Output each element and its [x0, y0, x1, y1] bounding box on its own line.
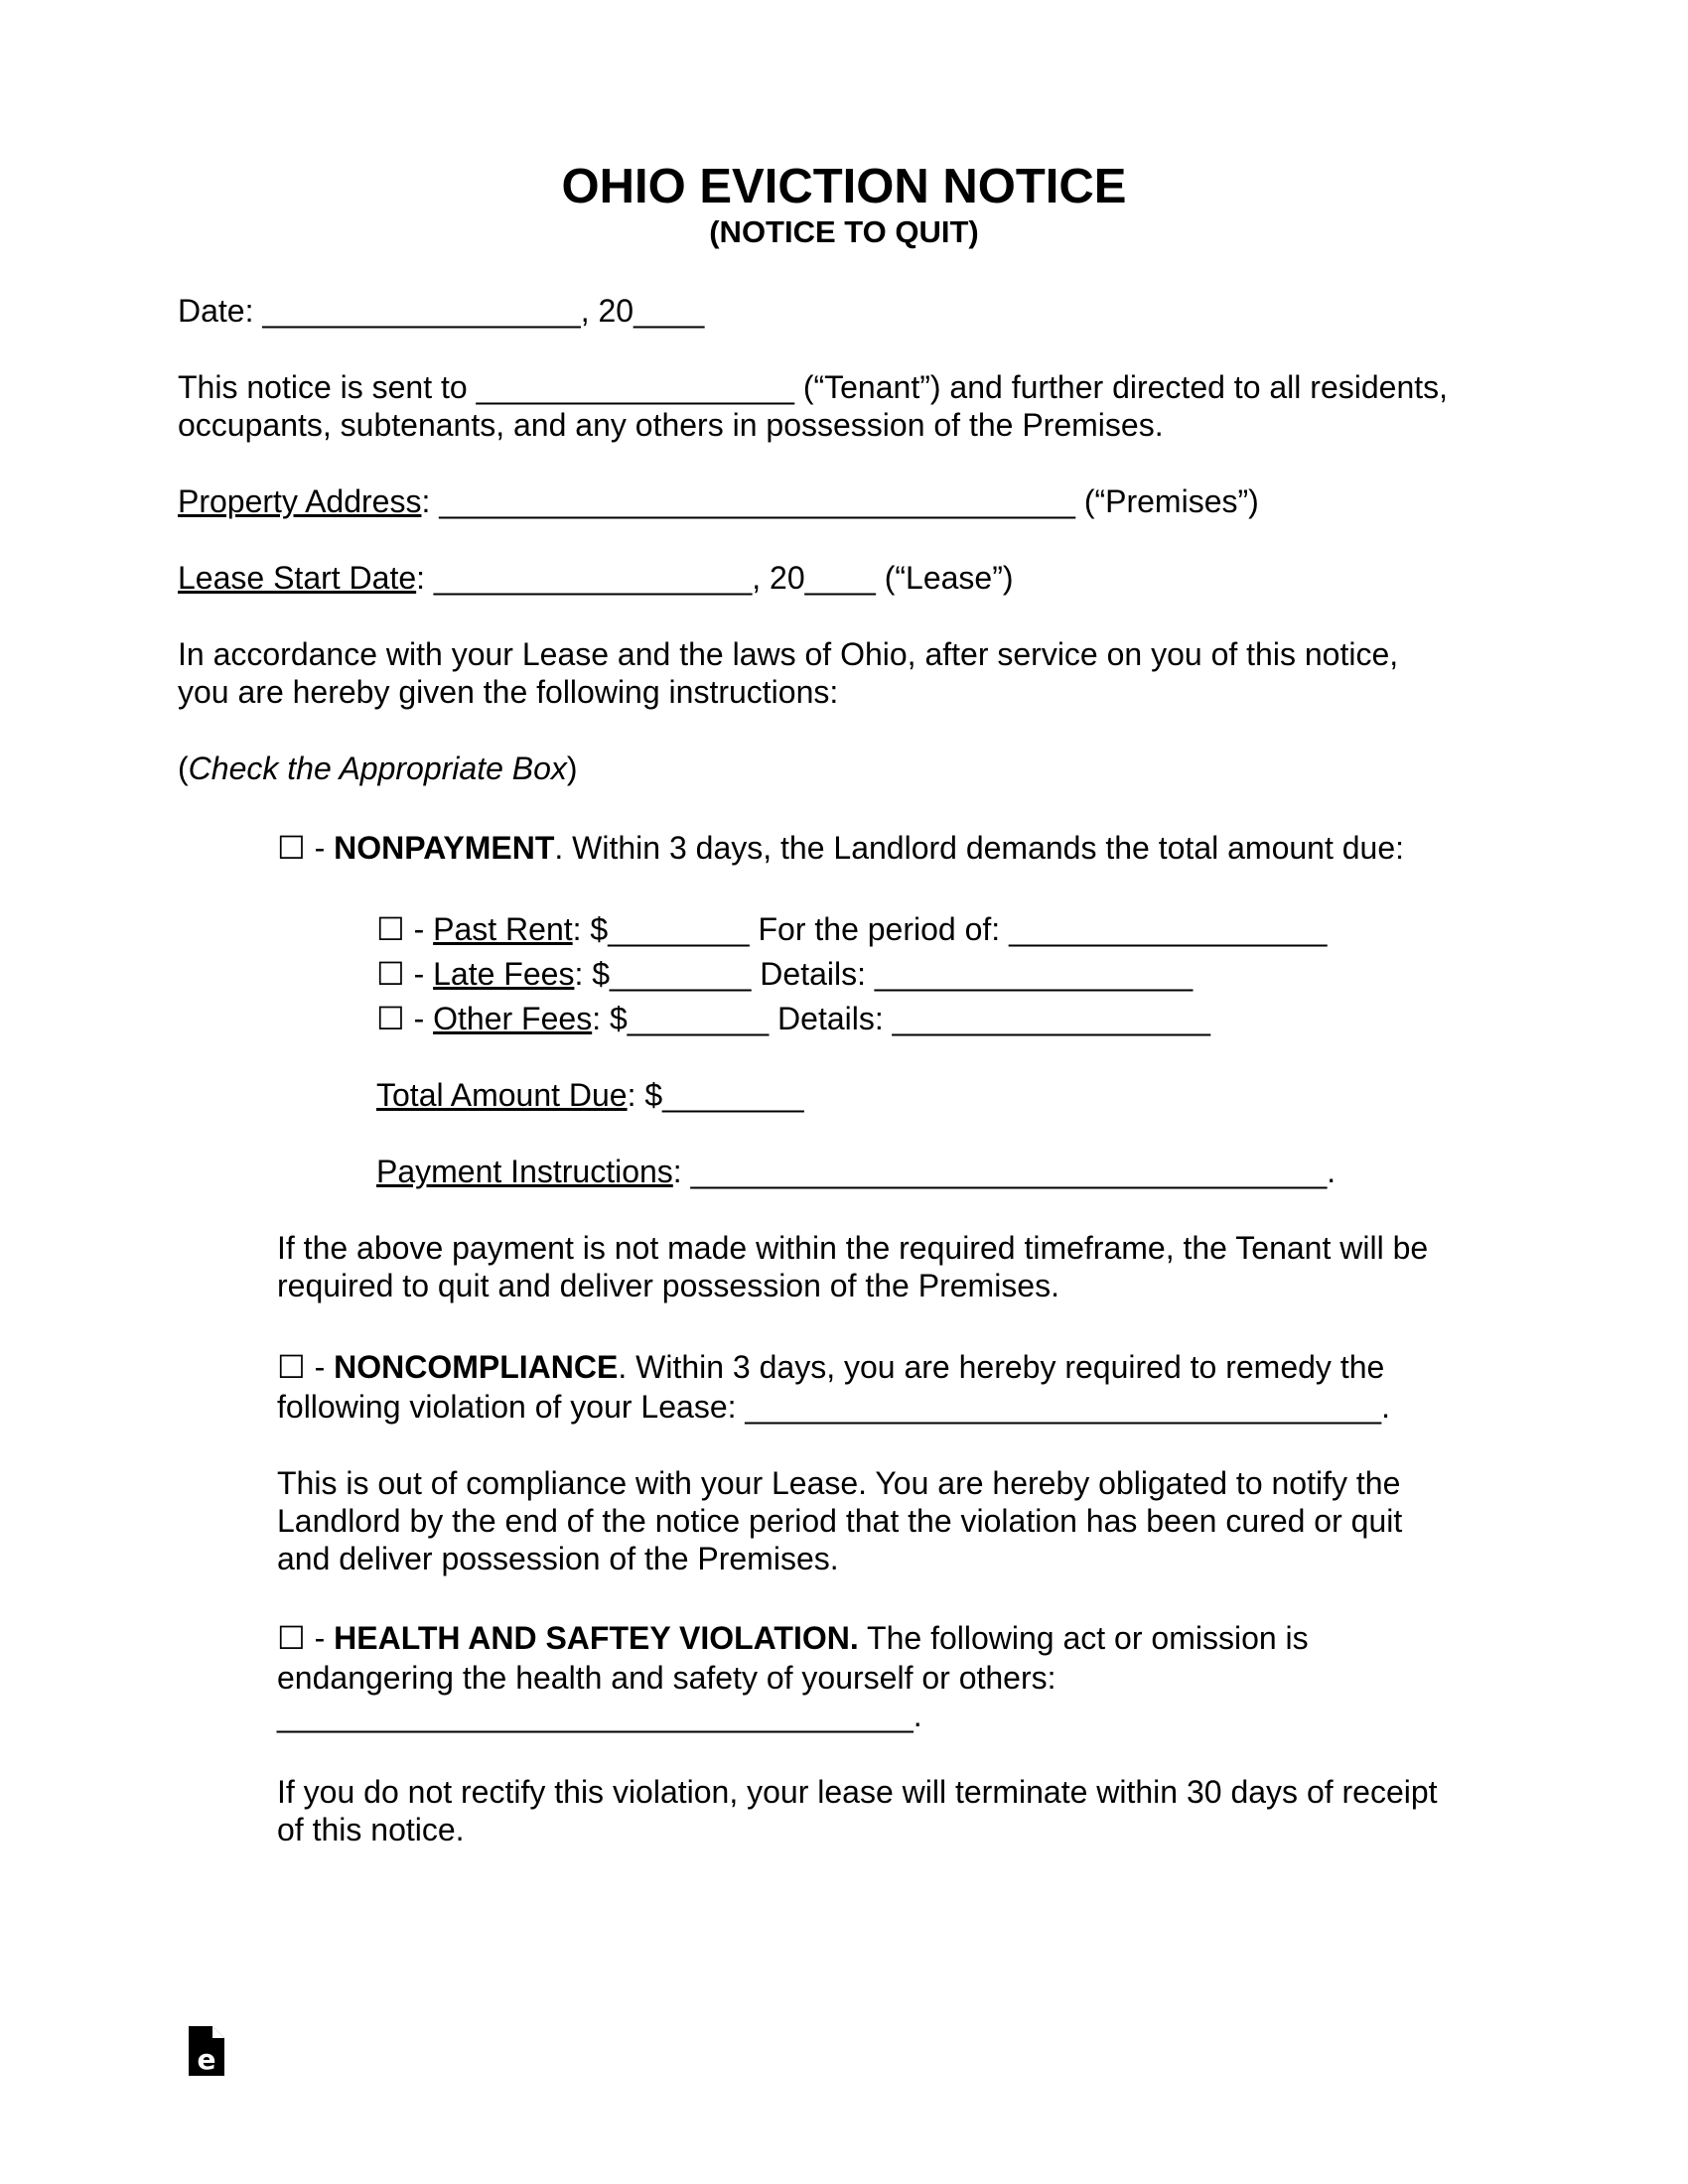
intro-line-2: occupants, subtenants, and any others in possession of the Premises. — [178, 407, 1164, 443]
health-safety-text-2: endangering the health and safety of yourself or others: — [277, 1660, 1056, 1696]
late-fees-line — [376, 955, 1193, 993]
past-rent-label: Past Rent — [433, 911, 573, 947]
check-instruction: (Check the Appropriate Box) — [178, 751, 578, 786]
noncompliance-text: . Within 3 days, you are hereby required to remedy the — [618, 1349, 1385, 1385]
health-safety-terminate-2: of this notice. — [277, 1812, 465, 1847]
nonpayment-text: . Within 3 days, the Landlord demands the total amount due: — [554, 830, 1405, 866]
other-fees-blank: : $________ Details: __________________ — [592, 1001, 1210, 1036]
late-fees-checkbox[interactable]: ☐ - — [376, 956, 434, 992]
eforms-logo-icon — [187, 2025, 226, 2077]
document-subtitle: (NOTICE TO QUIT) — [709, 214, 979, 249]
health-safety-blank: ____________________________________. — [277, 1698, 922, 1733]
document-title: OHIO EVICTION NOTICE — [561, 160, 1127, 213]
total-amount-blank: : $________ — [627, 1077, 804, 1113]
past-rent-checkbox[interactable]: ☐ - — [376, 911, 434, 947]
noncompliance-notice-3: and deliver possession of the Premises. — [277, 1541, 839, 1576]
nonpayment-option — [277, 829, 1404, 867]
accordance-line-1: In accordance with your Lease and the laws of Ohio, after service on you of this notice, — [178, 636, 1399, 672]
noncompliance-heading: NONCOMPLIANCE — [334, 1349, 619, 1385]
lease-start-label: Lease Start Date — [178, 560, 417, 596]
noncompliance-option — [277, 1348, 1384, 1386]
property-address-line — [178, 482, 1259, 520]
lease-start-line — [178, 559, 1014, 597]
noncompliance-checkbox[interactable]: ☐ - — [277, 1349, 335, 1385]
noncompliance-notice-2: Landlord by the end of the notice period that the violation has been cured or quit — [277, 1503, 1403, 1539]
date-line: Date: __________________, 20____ — [178, 293, 705, 329]
payment-instructions-line — [376, 1153, 1336, 1190]
property-address-label: Property Address — [178, 483, 422, 519]
past-rent-blank: : $________ For the period of: __________________ — [572, 911, 1328, 947]
nonpayment-heading: NONPAYMENT — [334, 830, 555, 866]
health-safety-terminate-1: If you do not rectify this violation, your lease will terminate within 30 days of receipt — [277, 1774, 1438, 1810]
late-fees-label: Late Fees — [433, 956, 575, 992]
payment-instructions-blank: : ____________________________________. — [672, 1154, 1336, 1189]
property-address-blank: : ____________________________________ (“Premises”) — [421, 483, 1259, 519]
late-fees-blank: : $________ Details: __________________ — [574, 956, 1194, 992]
check-instruction-text: Check the Appropriate Box — [188, 751, 567, 786]
other-fees-checkbox[interactable]: ☐ - — [376, 1001, 434, 1036]
nonpayment-checkbox[interactable]: ☐ - — [277, 830, 335, 866]
nonpayment-consequence-2: required to quit and deliver possession of the Premises. — [277, 1268, 1059, 1303]
total-amount-line — [376, 1076, 804, 1114]
other-fees-label: Other Fees — [433, 1001, 593, 1036]
intro-line-1: This notice is sent to __________________ (“Tenant”) and further directed to all residents, — [178, 369, 1449, 405]
health-safety-option — [277, 1619, 1309, 1657]
other-fees-line — [376, 1000, 1210, 1037]
svg-text:e: e — [197, 2043, 216, 2076]
accordance-line-2: you are hereby given the following instructions: — [178, 674, 839, 710]
health-safety-text: The following act or omission is — [858, 1620, 1309, 1656]
payment-instructions-label: Payment Instructions — [376, 1154, 673, 1189]
lease-start-blank: : __________________, 20____ (“Lease”) — [416, 560, 1014, 596]
noncompliance-violation-line: following violation of your Lease: ____________________________________. — [277, 1389, 1390, 1425]
health-safety-checkbox[interactable]: ☐ - — [277, 1620, 335, 1656]
nonpayment-consequence-1: If the above payment is not made within the required timeframe, the Tenant will be — [277, 1230, 1429, 1266]
past-rent-line — [376, 910, 1327, 948]
health-safety-heading: HEALTH AND SAFTEY VIOLATION. — [334, 1620, 859, 1656]
total-amount-label: Total Amount Due — [376, 1077, 628, 1113]
noncompliance-notice-1: This is out of compliance with your Lease. You are hereby obligated to notify the — [277, 1465, 1401, 1501]
